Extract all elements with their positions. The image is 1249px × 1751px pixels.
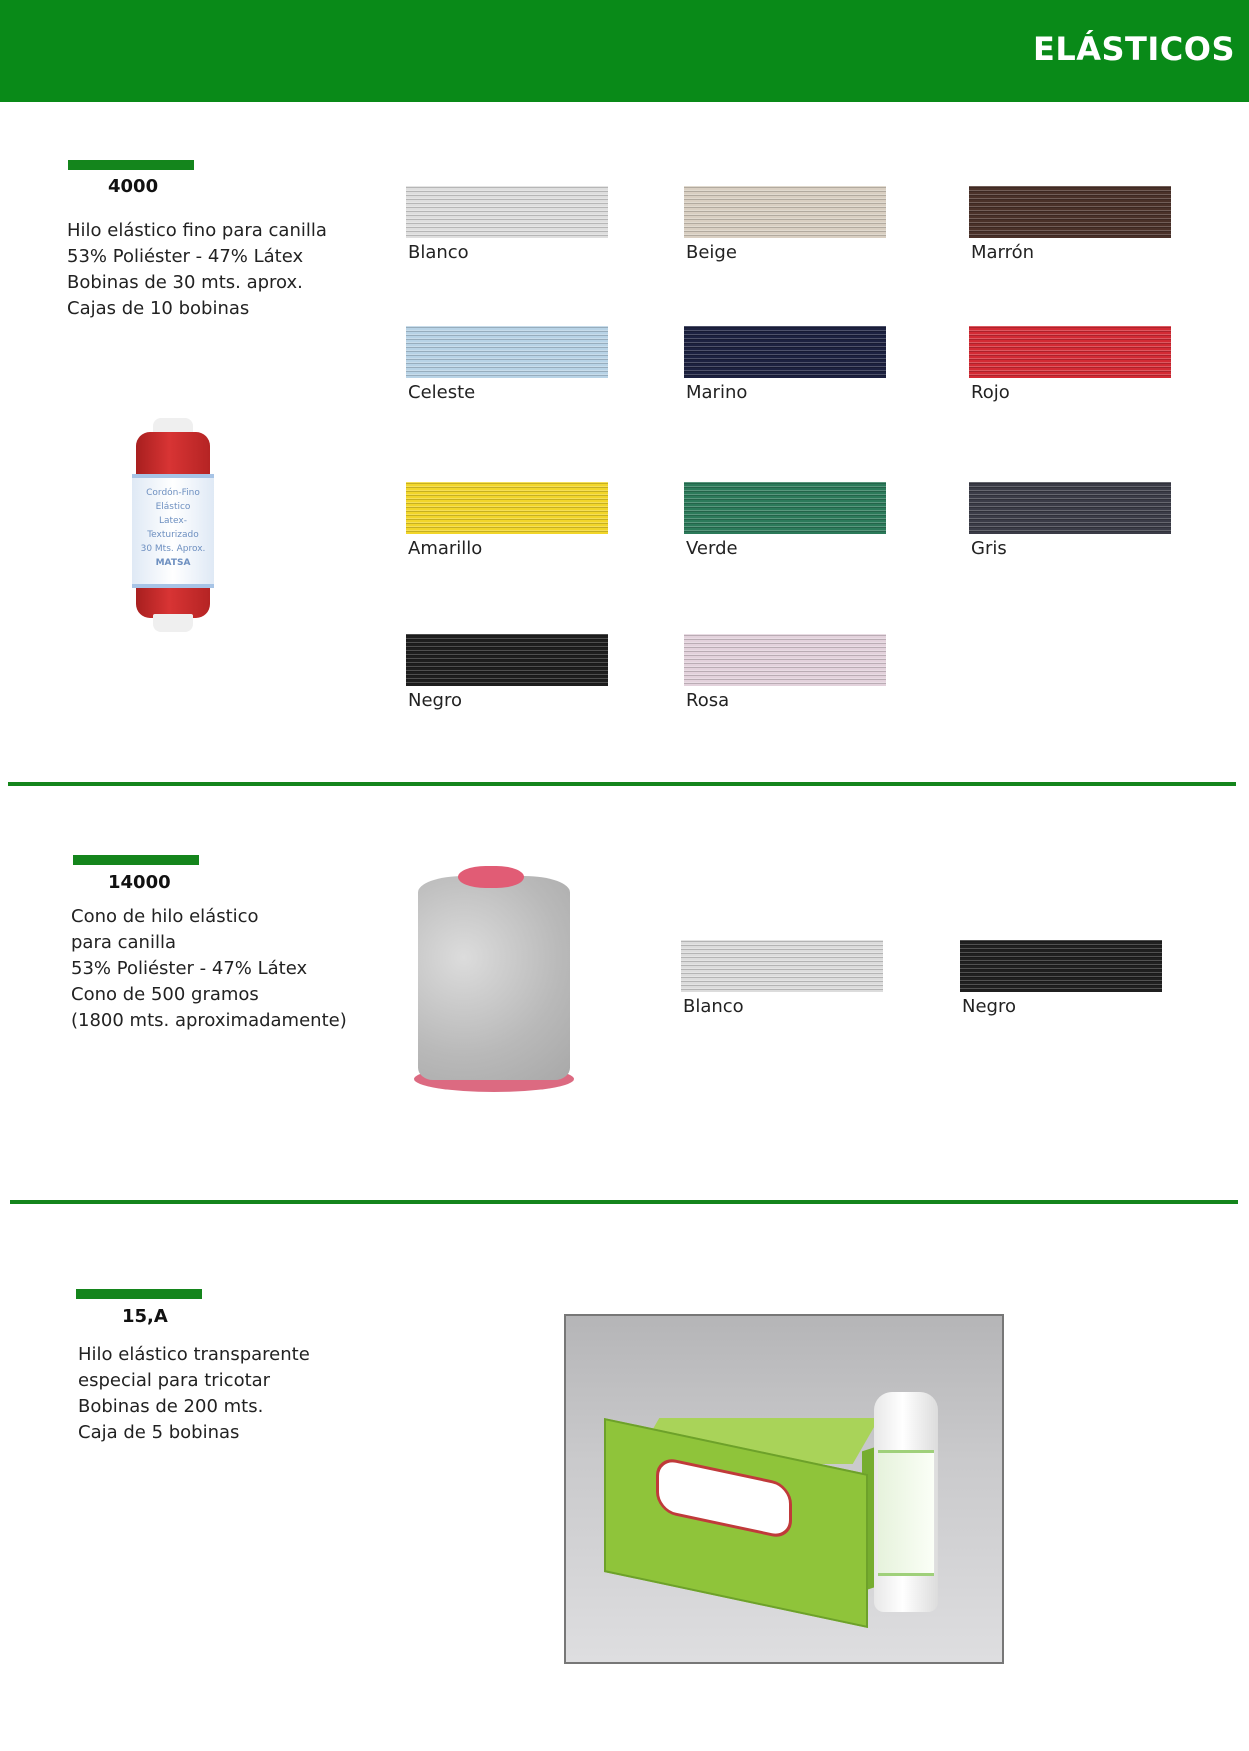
product-code: 4000	[108, 176, 159, 197]
swatch-label: Marino	[686, 382, 748, 403]
swatch-strip	[681, 940, 883, 992]
code-accent-bar	[68, 160, 194, 170]
swatch-strip	[960, 940, 1162, 992]
swatch-label: Rojo	[971, 382, 1010, 403]
description-line: Hilo elástico fino para canilla	[67, 220, 327, 241]
swatch-label: Marrón	[971, 242, 1035, 263]
product-description	[71, 904, 347, 1034]
swatch-strip	[684, 634, 886, 686]
description-line: Bobinas de 200 mts.	[78, 1396, 264, 1417]
product-description	[78, 1342, 310, 1446]
section-divider	[10, 1200, 1238, 1204]
swatch-strip	[406, 634, 608, 686]
description-line: 53% Poliéster - 47% Látex	[71, 958, 308, 979]
swatch-label: Celeste	[408, 382, 476, 403]
description-line: Hilo elástico transparente	[78, 1344, 310, 1365]
description-line: (1800 mts. aproximadamente)	[71, 1010, 347, 1031]
swatch-label: Negro	[408, 690, 462, 711]
description-line: Caja de 5 bobinas	[78, 1422, 240, 1443]
thread-tube	[874, 1392, 938, 1612]
description-line: 53% Poliéster - 47% Látex	[67, 246, 304, 267]
swatch-strip	[406, 482, 608, 534]
swatch-strip	[969, 186, 1171, 238]
product-description	[67, 218, 327, 322]
code-accent-bar	[76, 1289, 202, 1299]
swatch-label: Blanco	[683, 996, 744, 1017]
swatch-strip	[684, 186, 886, 238]
description-line: Cajas de 10 bobinas	[67, 298, 250, 319]
swatch-strip	[684, 482, 886, 534]
swatch-label: Blanco	[408, 242, 469, 263]
description-line: especial para tricotar	[78, 1370, 271, 1391]
swatch-label: Gris	[971, 538, 1007, 559]
product-photo	[564, 1314, 1004, 1664]
swatch-label: Beige	[686, 242, 737, 263]
page-header	[0, 0, 1249, 102]
description-line: para canilla	[71, 932, 176, 953]
thread-cone-image	[414, 866, 574, 1092]
description-line: Cono de hilo elástico	[71, 906, 259, 927]
bobbin-image	[132, 418, 214, 632]
swatch-strip	[406, 326, 608, 378]
bobbin-label-text: Cordón-Fino Elástico Latex-Texturizado 30 Mts. Aprox. MATSA	[140, 488, 206, 568]
product-code: 14000	[108, 872, 171, 893]
page-title: ELÁSTICOS	[1032, 30, 1235, 68]
swatch-strip	[969, 326, 1171, 378]
swatch-label: Amarillo	[408, 538, 483, 559]
section-divider	[8, 782, 1236, 786]
swatch-strip	[684, 326, 886, 378]
description-line: Cono de 500 gramos	[71, 984, 259, 1005]
description-line: Bobinas de 30 mts. aprox.	[67, 272, 303, 293]
product-code: 15,A	[122, 1306, 168, 1327]
swatch-strip	[969, 482, 1171, 534]
swatch-strip	[406, 186, 608, 238]
code-accent-bar	[73, 855, 199, 865]
swatch-label: Verde	[686, 538, 738, 559]
swatch-label: Rosa	[686, 690, 730, 711]
swatch-label: Negro	[962, 996, 1016, 1017]
